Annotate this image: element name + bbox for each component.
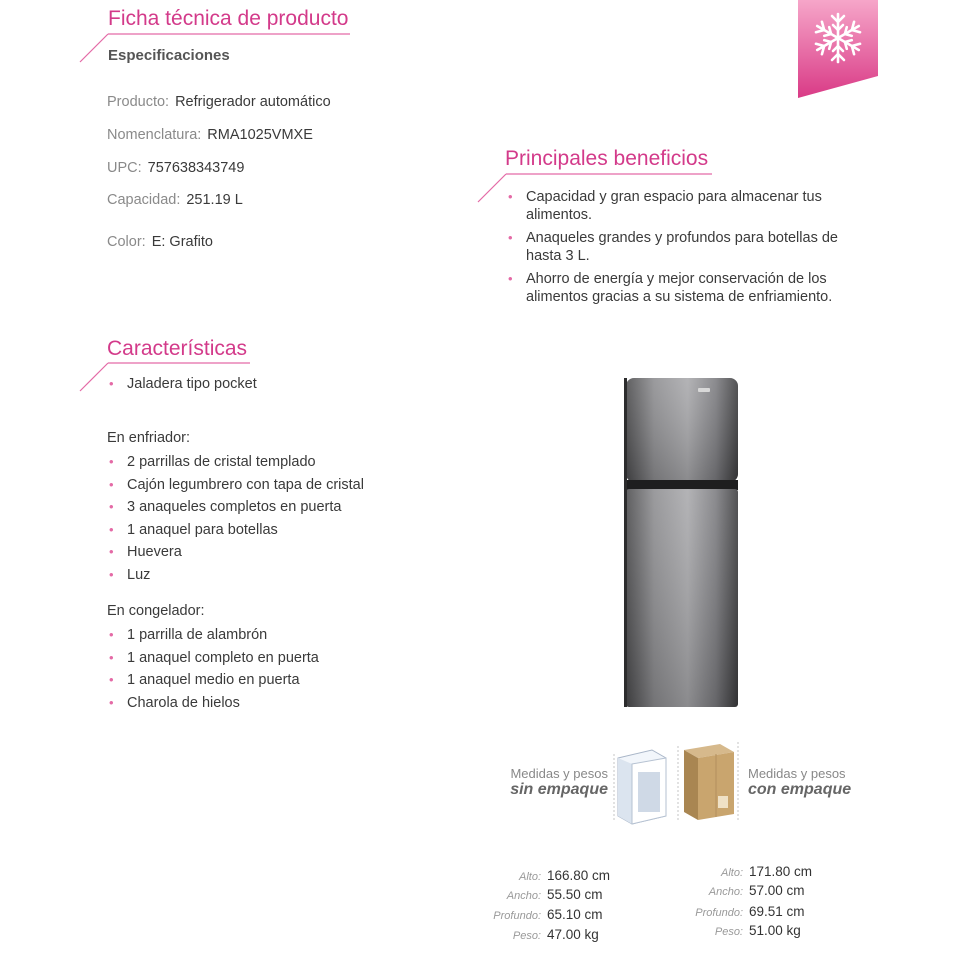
list-item: • Capacidad y gran espacio para almacenar tus alimentos. xyxy=(508,189,822,223)
dim-row-profundo-pack: Profundo: 69.51 cm xyxy=(695,904,805,919)
freezer-heading: En congelador: xyxy=(107,603,205,619)
dim-row-profundo: Profundo: 65.10 cm xyxy=(493,907,603,922)
list-item: • 2 parrillas de cristal templado xyxy=(109,454,316,470)
measures-no-pack-title: Medidas y pesos sin empaque xyxy=(510,766,608,798)
cooler-heading: En enfriador: xyxy=(107,430,191,446)
dim-row-peso: Peso: 47.00 kg xyxy=(512,927,599,942)
refrigerator-image xyxy=(624,376,740,709)
cooler-list xyxy=(107,453,364,584)
list-item: • 1 anaquel medio en puerta xyxy=(109,672,300,688)
dim-row-alto: Alto: 166.80 cm xyxy=(518,868,611,883)
list-item: • Luz xyxy=(109,566,151,583)
dim-row-alto-pack: Alto: 171.80 cm xyxy=(720,864,813,879)
list-item: • Huevera xyxy=(109,544,182,560)
spec-row-capacidad: Capacidad: 251.19 L xyxy=(107,192,243,208)
spec-row-color: Color: E: Grafito xyxy=(107,234,213,250)
dim-row-peso-pack: Peso: 51.00 kg xyxy=(714,923,801,938)
spec-row-producto: Producto: Refrigerador automático xyxy=(107,94,331,110)
list-item: • 1 anaquel para botellas xyxy=(109,521,278,538)
list-item: • 3 anaqueles completos en puerta xyxy=(109,499,342,515)
benefits-list xyxy=(506,188,906,306)
dim-row-ancho-pack: Ancho: 57.00 cm xyxy=(708,883,805,898)
benefits-title: Principales beneficios xyxy=(505,147,709,170)
dim-row-ancho: Ancho: 55.50 cm xyxy=(506,887,603,902)
list-item: • Cajón legumbrero con tapa de cristal xyxy=(109,476,364,493)
list-item: • Ahorro de energía y mejor conservación de los alimentos gracias a su sistema de enfriamiento. xyxy=(508,271,833,305)
snowflake-icon xyxy=(798,0,878,98)
features-top-list xyxy=(107,375,257,393)
list-item: • 1 parrilla de alambrón xyxy=(109,627,268,643)
list-item: • Anaqueles grandes y profundos para botellas de hasta 3 L. xyxy=(508,230,838,264)
section-subtitle: Especificaciones xyxy=(108,47,230,64)
measures-with-pack-title: Medidas y pesos con empaque xyxy=(748,766,852,798)
list-item: • Charola de hielos xyxy=(109,694,240,711)
list-item: • 1 anaquel completo en puerta xyxy=(109,649,319,666)
freezer-list xyxy=(107,626,319,712)
spec-row-upc: UPC: 757638343749 xyxy=(107,160,245,176)
fridge-outline-icon xyxy=(612,746,672,826)
page-title: Ficha técnica de producto xyxy=(108,7,349,30)
features-title: Características xyxy=(107,337,248,360)
box-icon xyxy=(676,740,742,826)
list-item: • Jaladera tipo pocket xyxy=(109,376,257,392)
spec-row-nomenclatura: Nomenclatura: RMA1025VMXE xyxy=(107,127,313,143)
